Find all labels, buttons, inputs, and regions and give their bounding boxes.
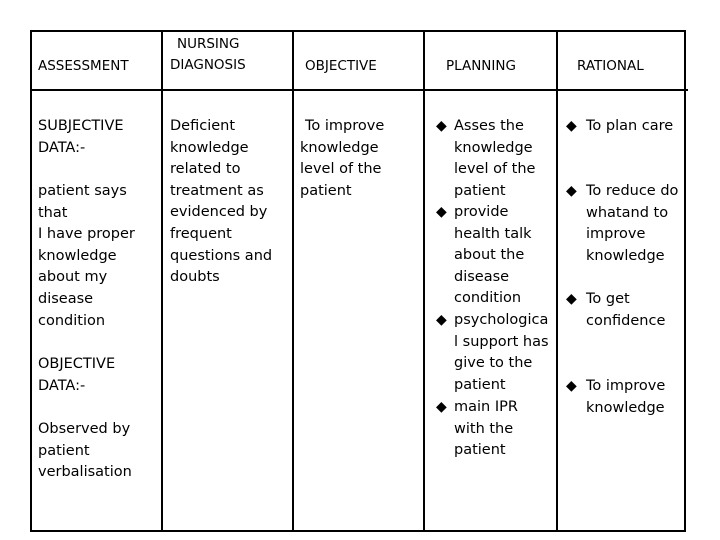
column-divider	[556, 30, 558, 532]
rational-item: To plan care	[586, 118, 674, 134]
planning-item: Asses the knowledge level of the patient	[454, 118, 536, 199]
header-rational: RATIONAL	[577, 58, 644, 74]
bullet-icon: ◆	[436, 399, 447, 415]
planning-item: psychologica l support has give to the patient	[454, 312, 549, 393]
rational-item: To get confidence	[586, 291, 666, 329]
bullet-icon: ◆	[566, 118, 577, 134]
subjective-data-label: SUBJECTIVE DATA:-	[38, 118, 124, 156]
rational-item: To reduce do whatand to improve knowledge	[586, 183, 679, 264]
planning-item: provide health talk about the disease condition	[454, 204, 532, 307]
column-divider	[423, 30, 425, 532]
bullet-icon: ◆	[436, 312, 447, 328]
bullet-icon: ◆	[436, 204, 447, 220]
header-objective: OBJECTIVE	[305, 58, 377, 74]
objective-data-label: OBJECTIVE DATA:-	[38, 356, 116, 394]
header-planning: PLANNING	[446, 58, 516, 74]
planning-item: main IPR with the patient	[454, 399, 518, 459]
bullet-icon: ◆	[566, 378, 577, 394]
bullet-icon: ◆	[566, 183, 577, 199]
bullet-icon: ◆	[566, 291, 577, 307]
subjective-data-text: patient says that I have proper knowledge about my disease condition	[38, 183, 135, 329]
column-divider	[161, 30, 163, 532]
header-divider	[30, 89, 688, 91]
header-assessment: ASSESSMENT	[38, 58, 129, 74]
objective-data-text: Observed by patient verbalisation	[38, 421, 132, 481]
objective-text: To improve knowledge level of the patient	[300, 118, 385, 199]
diagnosis-text: Deficient knowledge related to treatment as evidenced by frequent questions and doubts	[170, 118, 273, 286]
bullet-icon: ◆	[436, 118, 447, 134]
rational-item: To improve knowledge	[586, 378, 666, 416]
column-divider	[292, 30, 294, 532]
header-diagnosis: NURSING DIAGNOSIS	[170, 36, 246, 73]
